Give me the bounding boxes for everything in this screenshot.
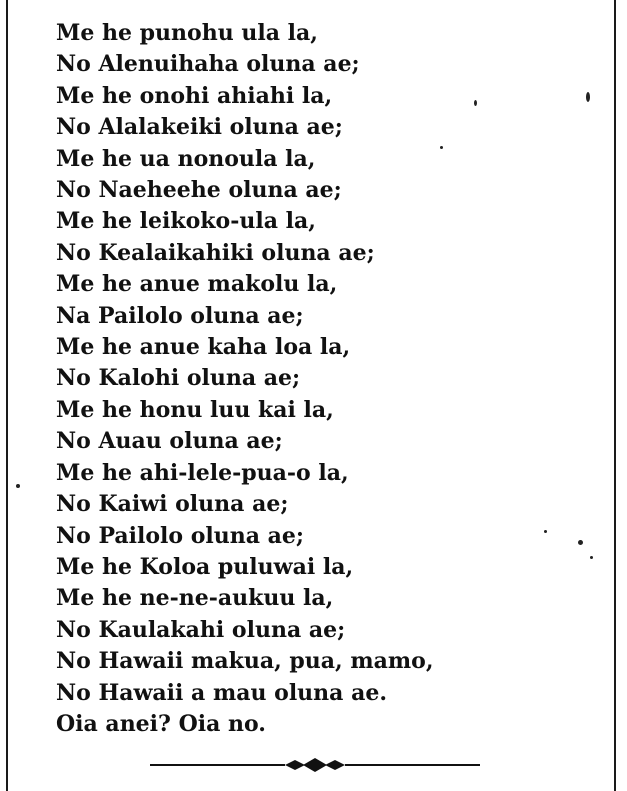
print-speck [16, 484, 20, 488]
poem-line: No Auau oluna ae; [56, 428, 283, 455]
poem-line: No Kalohi oluna ae; [56, 365, 301, 392]
print-speck [590, 556, 593, 559]
poem-line: Oia anei? Oia no. [56, 710, 266, 737]
poem-line: No Naeheehe oluna ae; [56, 177, 342, 204]
print-speck [544, 530, 547, 533]
column-rule-right [614, 0, 616, 791]
print-speck [586, 92, 590, 102]
poem-line: Me he anue kaha loa la, [56, 334, 351, 361]
print-speck [440, 146, 443, 149]
column-rule-left [6, 0, 8, 791]
poem-line: No Alalakeiki oluna ae; [56, 114, 343, 141]
poem-line: No Pailolo oluna ae; [56, 522, 305, 549]
poem-line: No Kealaikahiki oluna ae; [56, 239, 375, 266]
poem-line: Me he ahi-lele-pua-o la, [56, 459, 349, 486]
poem-line: No Kaiwi oluna ae; [56, 491, 289, 518]
poem-line: No Hawaii makua, pua, mamo, [56, 648, 434, 675]
poem-text [56, 18, 434, 740]
poem-line: Me he honu luu kai la, [56, 396, 334, 423]
poem-line: Na Pailolo oluna ae; [56, 302, 304, 329]
poem-line: Me he Koloa puluwai la, [56, 553, 354, 580]
poem-line: Me he onohi ahiahi la, [56, 82, 333, 109]
poem-line: Me he anue makolu la, [56, 271, 338, 298]
poem-line: Me he leikoko-ula la, [56, 208, 316, 235]
poem-line: Me he punohu ula la, [56, 20, 318, 46]
print-speck [474, 100, 477, 106]
poem-line: Me he ne-ne-aukuu la, [56, 585, 334, 612]
poem-line: No Hawaii a mau oluna ae. [56, 679, 387, 706]
ornamental-divider [150, 755, 480, 775]
poem-line: No Kaulakahi oluna ae; [56, 616, 346, 643]
poem-line: Me he ua nonoula la, [56, 145, 316, 172]
print-speck [578, 540, 583, 545]
poem-line: No Alenuihaha oluna ae; [56, 51, 360, 78]
